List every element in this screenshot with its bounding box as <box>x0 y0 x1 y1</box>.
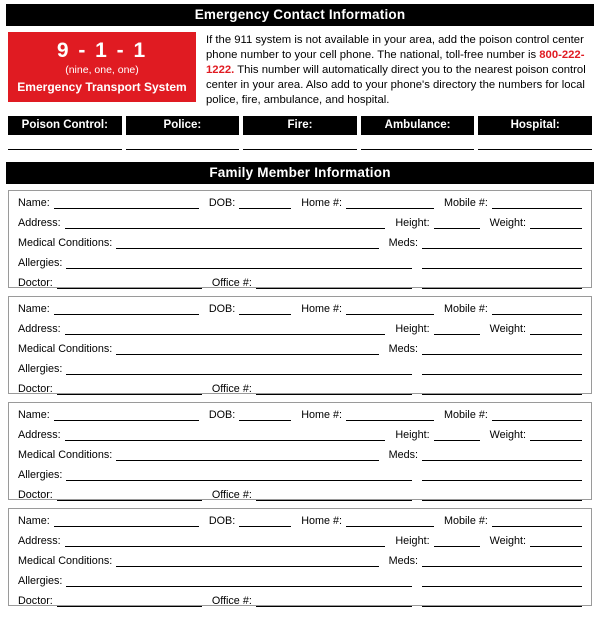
input-meds[interactable] <box>422 344 582 355</box>
input-mobile[interactable] <box>492 410 582 421</box>
emergency-paragraph <box>206 32 592 108</box>
input-mobile[interactable] <box>492 516 582 527</box>
emergency-section-header: Emergency Contact Information <box>6 4 594 26</box>
input-allergies[interactable] <box>66 258 412 269</box>
input-address[interactable] <box>65 536 386 547</box>
blank-ambulance[interactable] <box>361 148 475 150</box>
label-meds: Meds: <box>388 555 418 568</box>
label-fire: Fire: <box>243 116 357 135</box>
member-row-conditions <box>18 238 582 249</box>
member-row-allergies <box>18 470 582 481</box>
label-home: Home #: <box>301 515 343 528</box>
label-doctor: Doctor: <box>18 383 53 396</box>
input-allergies[interactable] <box>66 364 412 375</box>
label-height: Height: <box>395 323 430 336</box>
label-address: Address: <box>18 323 61 336</box>
member-row-allergies <box>18 576 582 587</box>
label-dob: DOB: <box>208 515 236 528</box>
label-name: Name: <box>18 197 50 210</box>
family-member-card <box>8 402 592 500</box>
input-address[interactable] <box>65 430 386 441</box>
label-office: Office #: <box>211 489 252 502</box>
input-name[interactable] <box>54 304 199 315</box>
label-name: Name: <box>18 409 50 422</box>
input-allergies[interactable] <box>66 470 412 481</box>
label-office: Office #: <box>211 277 252 290</box>
input-home[interactable] <box>346 304 434 315</box>
label-medical-conditions: Medical Conditions: <box>18 343 113 356</box>
label-name: Name: <box>18 303 50 316</box>
label-police: Police: <box>126 116 240 135</box>
input-meds[interactable] <box>422 450 582 461</box>
blank-poison-control[interactable] <box>8 148 122 150</box>
input-height[interactable] <box>434 218 480 229</box>
input-doctor-extra[interactable] <box>422 490 582 501</box>
input-dob[interactable] <box>239 516 291 527</box>
family-member-card <box>8 508 592 606</box>
label-height: Height: <box>395 217 430 230</box>
emergency-number: 9 - 1 - 1 <box>56 39 148 63</box>
member-row-address <box>18 218 582 229</box>
blank-hospital[interactable] <box>478 148 592 150</box>
input-name[interactable] <box>54 516 199 527</box>
input-name[interactable] <box>54 198 199 209</box>
input-weight[interactable] <box>530 324 582 335</box>
label-dob: DOB: <box>208 409 236 422</box>
family-member-card <box>8 190 592 288</box>
label-hospital: Hospital: <box>478 116 592 135</box>
label-doctor: Doctor: <box>18 277 53 290</box>
emergency-911-box <box>8 32 196 102</box>
member-row-conditions <box>18 344 582 355</box>
label-allergies: Allergies: <box>18 575 63 588</box>
label-address: Address: <box>18 217 61 230</box>
member-row-doctor <box>18 490 582 501</box>
label-dob: DOB: <box>208 197 236 210</box>
emergency-transport-label: Emergency Transport System <box>17 79 187 94</box>
input-meds[interactable] <box>422 238 582 249</box>
label-weight: Weight: <box>489 535 526 548</box>
input-mobile[interactable] <box>492 198 582 209</box>
label-mobile: Mobile #: <box>444 303 488 316</box>
label-allergies: Allergies: <box>18 469 63 482</box>
input-office[interactable] <box>256 490 412 501</box>
input-allergies[interactable] <box>66 576 412 587</box>
label-allergies: Allergies: <box>18 257 63 270</box>
label-meds: Meds: <box>388 449 418 462</box>
member-row-address <box>18 536 582 547</box>
emergency-number-spelled: (nine, one, one) <box>65 63 139 76</box>
blank-police[interactable] <box>126 148 240 150</box>
input-allergies-extra[interactable] <box>422 576 582 587</box>
input-office[interactable] <box>256 278 412 289</box>
input-weight[interactable] <box>530 536 582 547</box>
label-weight: Weight: <box>489 429 526 442</box>
label-mobile: Mobile #: <box>444 515 488 528</box>
input-height[interactable] <box>434 430 480 441</box>
emergency-info-document <box>0 4 600 627</box>
input-height[interactable] <box>434 536 480 547</box>
label-name: Name: <box>18 515 50 528</box>
label-doctor: Doctor: <box>18 489 53 502</box>
label-doctor: Doctor: <box>18 595 53 608</box>
label-home: Home #: <box>301 303 343 316</box>
input-dob[interactable] <box>239 410 291 421</box>
emergency-intro-row <box>6 32 594 108</box>
emergency-contact-labels <box>6 116 594 135</box>
input-mobile[interactable] <box>492 304 582 315</box>
input-address[interactable] <box>65 218 386 229</box>
member-row-name <box>18 516 582 527</box>
input-medical-conditions[interactable] <box>116 556 378 567</box>
input-allergies-extra[interactable] <box>422 364 582 375</box>
member-row-conditions <box>18 450 582 461</box>
input-allergies-extra[interactable] <box>422 470 582 481</box>
label-height: Height: <box>395 429 430 442</box>
input-allergies-extra[interactable] <box>422 258 582 269</box>
emergency-paragraph-part2: This number will automatically direct you to the nearest poison control center in your area. Also add to your phone's directory the numbers for local police, fire, ambulance, and hospital. <box>206 64 586 107</box>
emergency-contact-blanks <box>6 148 594 150</box>
input-doctor[interactable] <box>57 490 202 501</box>
member-row-name <box>18 198 582 209</box>
label-medical-conditions: Medical Conditions: <box>18 449 113 462</box>
input-medical-conditions[interactable] <box>116 450 378 461</box>
emergency-paragraph-part1: If the 911 system is not available in your area, add the poison control center phone number to your cell phone. The national, toll-free number is <box>206 34 584 62</box>
input-office[interactable] <box>256 596 412 607</box>
label-home: Home #: <box>301 197 343 210</box>
member-row-allergies <box>18 258 582 269</box>
label-office: Office #: <box>211 383 252 396</box>
member-row-name <box>18 410 582 421</box>
member-row-doctor <box>18 384 582 395</box>
label-address: Address: <box>18 429 61 442</box>
input-medical-conditions[interactable] <box>116 238 378 249</box>
label-allergies: Allergies: <box>18 363 63 376</box>
input-weight[interactable] <box>530 218 582 229</box>
label-height: Height: <box>395 535 430 548</box>
member-row-conditions <box>18 556 582 567</box>
label-weight: Weight: <box>489 217 526 230</box>
member-row-doctor <box>18 596 582 607</box>
label-meds: Meds: <box>388 237 418 250</box>
input-home[interactable] <box>346 410 434 421</box>
label-poison-control: Poison Control: <box>8 116 122 135</box>
input-weight[interactable] <box>530 430 582 441</box>
label-ambulance: Ambulance: <box>361 116 475 135</box>
member-row-allergies <box>18 364 582 375</box>
blank-fire[interactable] <box>243 148 357 150</box>
input-dob[interactable] <box>239 304 291 315</box>
label-meds: Meds: <box>388 343 418 356</box>
label-weight: Weight: <box>489 323 526 336</box>
input-home[interactable] <box>346 516 434 527</box>
input-address[interactable] <box>65 324 386 335</box>
input-home[interactable] <box>346 198 434 209</box>
label-medical-conditions: Medical Conditions: <box>18 237 113 250</box>
input-name[interactable] <box>54 410 199 421</box>
poison-control-phone: 800-222-1222. <box>206 49 585 77</box>
input-office[interactable] <box>256 384 412 395</box>
input-doctor[interactable] <box>57 384 202 395</box>
member-row-name <box>18 304 582 315</box>
input-doctor-extra[interactable] <box>422 278 582 289</box>
family-member-card <box>8 296 592 394</box>
label-mobile: Mobile #: <box>444 409 488 422</box>
input-meds[interactable] <box>422 556 582 567</box>
label-dob: DOB: <box>208 303 236 316</box>
input-dob[interactable] <box>239 198 291 209</box>
input-medical-conditions[interactable] <box>116 344 378 355</box>
input-doctor[interactable] <box>57 596 202 607</box>
member-row-doctor <box>18 278 582 289</box>
label-mobile: Mobile #: <box>444 197 488 210</box>
label-office: Office #: <box>211 595 252 608</box>
member-row-address <box>18 324 582 335</box>
member-row-address <box>18 430 582 441</box>
input-doctor-extra[interactable] <box>422 596 582 607</box>
input-doctor-extra[interactable] <box>422 384 582 395</box>
input-height[interactable] <box>434 324 480 335</box>
label-address: Address: <box>18 535 61 548</box>
family-section-header: Family Member Information <box>6 162 594 184</box>
input-doctor[interactable] <box>57 278 202 289</box>
label-home: Home #: <box>301 409 343 422</box>
label-medical-conditions: Medical Conditions: <box>18 555 113 568</box>
